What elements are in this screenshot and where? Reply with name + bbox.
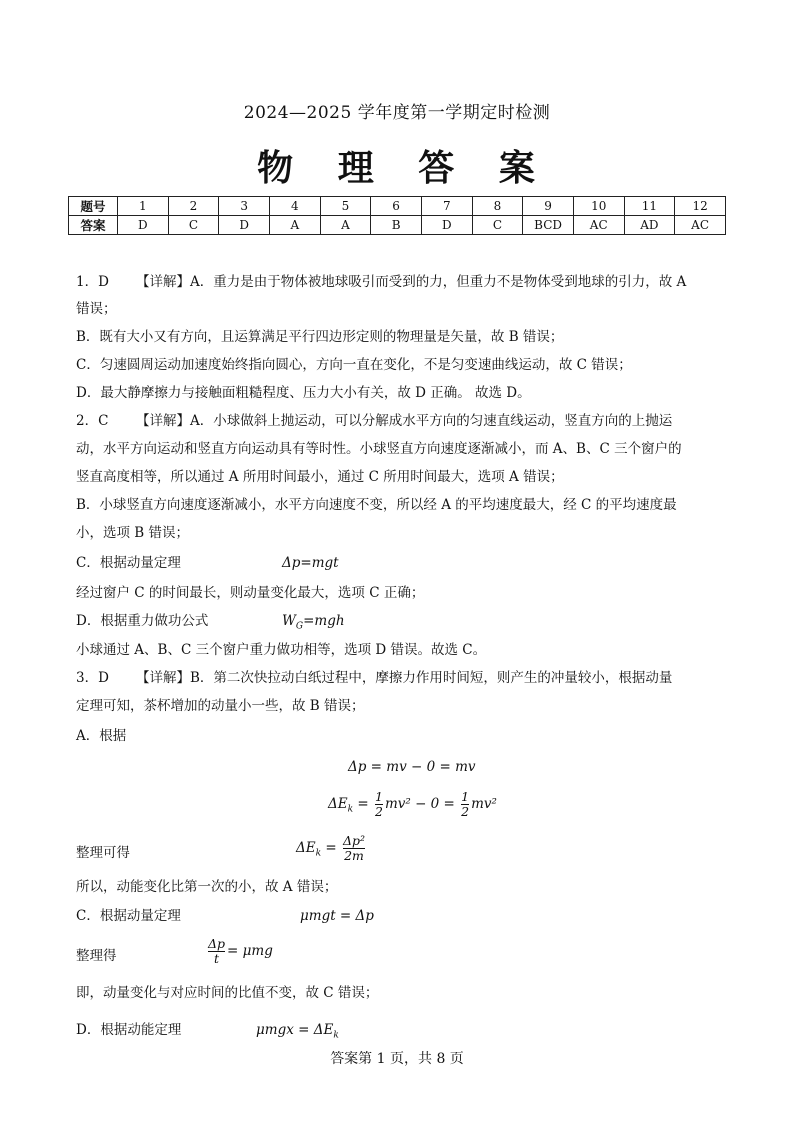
text-line: B．小球竖直方向速度逐渐减小，水平方向速度不变，所以经 A 的平均速度最大，经 C 的平均速度最 <box>76 497 677 513</box>
fraction-denominator: 2m <box>344 848 364 863</box>
fraction-numerator: 1 <box>461 789 470 804</box>
answer-table <box>68 196 726 235</box>
formula-part: = <box>321 840 341 856</box>
answer-cell: D <box>421 216 472 235</box>
q1-answer: 1．D <box>76 274 109 290</box>
answer-cell: D <box>219 216 270 235</box>
question-number-row <box>69 197 726 216</box>
formula-sub: k <box>347 804 354 815</box>
fraction-denominator: 2 <box>461 804 470 819</box>
answer-cell: C <box>168 216 219 235</box>
answer-cell: AC <box>573 216 624 235</box>
question-number: 10 <box>573 197 624 216</box>
question-number: 12 <box>675 197 726 216</box>
formula-rate <box>206 937 273 966</box>
answer-row <box>69 216 726 235</box>
question-number: 2 <box>168 197 219 216</box>
formula-part: mv² − 0 = <box>384 796 460 812</box>
formula-part: =mgh <box>303 613 345 629</box>
q2-answer: 2．C <box>76 413 109 429</box>
answer-cell: B <box>371 216 422 235</box>
text-line: C．根据动量定理 <box>76 908 181 924</box>
fraction-denominator: t <box>214 951 220 966</box>
row-label-answer: 答案 <box>69 216 118 235</box>
title-char: 物 <box>257 147 296 189</box>
fraction <box>208 937 225 966</box>
question-number: 3 <box>219 197 270 216</box>
formula-part: ΔE <box>328 796 348 812</box>
formula-ek-from-p <box>296 834 367 864</box>
answer-cell: A <box>320 216 371 235</box>
q1-heading <box>76 272 686 292</box>
formula-sub: G <box>295 621 304 632</box>
text-line: 整理得 <box>76 948 117 964</box>
answer-cell: A <box>269 216 320 235</box>
text-line: A．根据 <box>76 728 127 744</box>
formula-part: ΔE <box>296 840 316 856</box>
q2-heading <box>76 411 672 431</box>
page-footer: 答案第 1 页，共 8 页 <box>330 1051 464 1067</box>
answer-cell: C <box>472 216 523 235</box>
formula-delta-ek <box>328 790 497 820</box>
formula-part: W <box>282 613 296 629</box>
fraction-numerator: Δp <box>208 936 226 951</box>
q3-explanation: 【详解】B．第二次快拉动白纸过程中，摩擦力作用时间短，则产生的冲量较小，根据动量 <box>136 670 673 686</box>
question-number: 7 <box>421 197 472 216</box>
text-line: 所以，动能变化比第一次的小，故 A 错误； <box>76 879 338 895</box>
q2-explanation: 【详解】A．小球做斜上抛运动，可以分解成水平方向的匀速直线运动，竖直方向的上抛运 <box>136 413 673 429</box>
text-line: C．匀速圆周运动加速度始终指向圆心，方向一直在变化，不是匀变速曲线运动，故 C 错误； <box>76 357 632 373</box>
text-line: 即，动量变化与对应时间的比值不变，故 C 错误； <box>76 985 379 1001</box>
formula-work-energy <box>256 1020 339 1046</box>
formula-part: = μmg <box>227 943 273 959</box>
question-number: 1 <box>118 197 169 216</box>
text-line: C．根据动量定理 <box>76 555 181 571</box>
text-line: B．既有大小又有方向，且运算满足平行四边形定则的物理量是矢量，故 B 错误； <box>76 329 564 345</box>
fraction-numerator: 1 <box>374 789 383 804</box>
q1-explanation: 【详解】A．重力是由于物体被地球吸引而受到的力，但重力不是物体受到地球的引力，故 A <box>136 274 687 290</box>
text-line: 错误； <box>76 301 117 317</box>
formula-part: μmgx = ΔE <box>256 1022 334 1038</box>
formula-impulse: μmgt = Δp <box>300 908 374 924</box>
answer-cell: D <box>118 216 169 235</box>
title-char: 答 <box>418 147 457 189</box>
answer-cell: AC <box>675 216 726 235</box>
row-label-question: 题号 <box>69 197 118 216</box>
answer-cell: AD <box>624 216 675 235</box>
fraction-numerator: Δp² <box>342 833 366 848</box>
fraction <box>461 790 469 819</box>
formula-delta-p: Δp = mv − 0 = mv <box>348 759 476 775</box>
text-line: 小球通过 A、B、C 三个窗户重力做功相等，选项 D 错误。故选 C。 <box>76 642 487 658</box>
text-line: 动，水平方向运动和竖直方向运动具有等时性。小球竖直方向速度逐渐减小，而 A、B、C 三个窗户的 <box>76 441 682 457</box>
fraction-denominator: 2 <box>374 804 383 819</box>
q3-answer: 3．D <box>76 670 109 686</box>
q3-heading <box>76 668 672 688</box>
title-char: 理 <box>337 147 376 189</box>
text-line: 定理可知，茶杯增加的动量小一些，故 B 错误； <box>76 698 365 714</box>
formula-sub: k <box>333 1030 339 1041</box>
question-number: 11 <box>624 197 675 216</box>
question-number: 8 <box>472 197 523 216</box>
text-line: 竖直高度相等，所以通过 A 所用时间最小，通过 C 所用时间最大，选项 A 错误； <box>76 469 564 485</box>
question-number: 5 <box>320 197 371 216</box>
formula-part: = <box>353 796 373 812</box>
formula-part: mv² <box>471 796 497 812</box>
answer-cell: BCD <box>523 216 574 235</box>
formula-momentum: Δp=mgt <box>282 555 339 571</box>
fraction <box>343 834 365 863</box>
page-title <box>0 140 794 191</box>
title-char: 案 <box>498 147 537 189</box>
text-line: 整理可得 <box>76 845 130 861</box>
formula-gravity-work <box>282 611 345 637</box>
text-line: D．根据重力做功公式 <box>76 613 209 629</box>
text-line: D．根据动能定理 <box>76 1022 182 1038</box>
text-line: 经过窗户 C 的时间最长，则动量变化最大，选项 C 正确； <box>76 585 425 601</box>
exam-subtitle: 2024—2025 学年度第一学期定时检测 <box>243 103 551 123</box>
text-line: D．最大静摩擦力与接触面粗糙程度、压力大小有关，故 D 正确。 故选 D。 <box>76 385 531 401</box>
fraction <box>375 790 383 819</box>
question-number: 9 <box>523 197 574 216</box>
question-number: 4 <box>269 197 320 216</box>
question-number: 6 <box>371 197 422 216</box>
text-line: 小，选项 B 错误； <box>76 525 190 541</box>
formula-sub: k <box>315 848 322 859</box>
